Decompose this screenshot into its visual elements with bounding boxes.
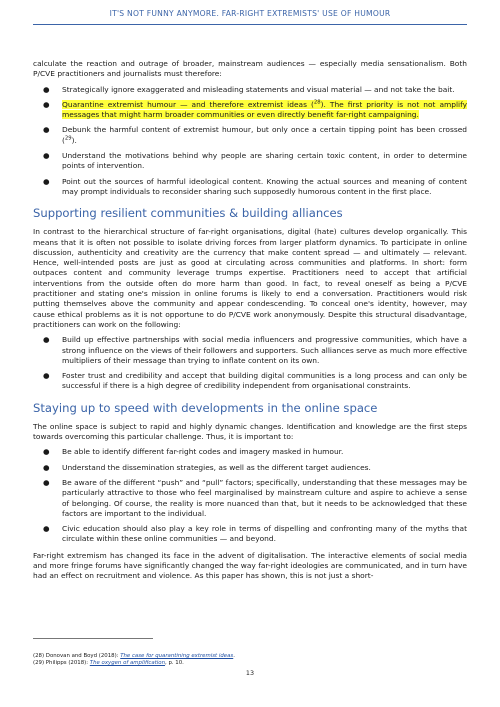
list-item: ● Foster trust and credibility and accept that building digital communities is a long process and can only be successful if there is a high degree of credibility independent from organisational constraints. bbox=[43, 371, 467, 391]
list-item: ● Understand the motivations behind why people are sharing certain toxic content, in order to determine points of intervention. bbox=[43, 151, 467, 171]
header-rule bbox=[33, 24, 467, 25]
section1-bullet-list bbox=[33, 335, 467, 391]
section-heading: Supporting resilient communities & building alliances bbox=[33, 206, 343, 221]
section-paragraph: In contrast to the hierarchical structure of far-right organisations, digital (hate) cultures develop organically. This means that it is often not possible to isolate driving forces from larger platform dynamics. To participate in online discussion, authenticity and creativity are the currency that make content spread — and ultimately — relevant. Hence, well-intended posts are just as good at circulating across communities and platforms. In short: form outpaces content and community leverage trumps expertise. Practitioners need to accept that artificial interventions from the outside often do more harm than good. In fact, to reveal oneself as being a P/CVE practitioner and stating one's mission in online forums is likely to end a conversation. Practitioners would risk putting themselves above the community and appear condescending. To conceal one's identity, however, may cause ethical problems as it is not opportune to do P/CVE work anonymously. Despite this structural disadvantage, practitioners can work on the following: bbox=[33, 227, 467, 329]
bullet-dot: ● bbox=[43, 447, 50, 457]
bullet-dot: ● bbox=[43, 125, 50, 135]
page-body bbox=[33, 59, 467, 587]
section-paragraph: The online space is subject to rapid and highly dynamic changes. Identification and knowledge are the first steps towards overcoming this particular challenge. Thus, it is important to: bbox=[33, 421, 467, 442]
footnote: (29) Philipps (2018): The oxygen of amplification, p. 10. bbox=[33, 660, 184, 667]
section-heading: Staying up to speed with developments in the online space bbox=[33, 400, 378, 415]
bullet-dot: ● bbox=[43, 477, 50, 487]
bullet-dot: ● bbox=[43, 462, 50, 472]
bullet-dot: ● bbox=[43, 151, 50, 161]
footnote-ref[interactable]: 29 bbox=[64, 135, 72, 142]
page-number: 13 bbox=[245, 669, 255, 677]
footnote-link[interactable]: The case for quarantining extremist ideas bbox=[120, 653, 234, 659]
bullet-dot: ● bbox=[43, 371, 50, 381]
list-item: ● Point out the sources of harmful ideological content. Knowing the actual sources and meaning of content may prompt individuals to reconsider sharing such supposedly humorous content in the first place. bbox=[43, 176, 467, 196]
footnote-link[interactable]: The oxygen of amplification bbox=[89, 660, 166, 667]
list-item: ● Build up effective partnerships with social media influencers and progressive communities, which have a strong influence on the views of their followers and supporters. Such alliances serve as much more effective multipliers of their message than trying to inflate content on its own. bbox=[43, 335, 467, 365]
running-header: IT'S NOT FUNNY ANYMORE. FAR-RIGHT EXTREMISTS' USE OF HUMOUR bbox=[109, 9, 391, 18]
footnotes bbox=[33, 653, 467, 668]
bullet-dot: ● bbox=[43, 176, 50, 186]
highlighted-text: Quarantine extremist humour — and therefore extremist ideas ($^{28}$). The first priority is not not amplify messages that might harm broader communities or even directly benefit far-right campaigning. bbox=[62, 99, 467, 120]
list-item: ● Be able to identify different far-right codes and imagery masked in humour. bbox=[43, 447, 344, 457]
bullet-dot: ● bbox=[43, 99, 50, 109]
list-item: ● Debunk the harmful content of extremist humour, but only once a certain tipping point has been crossed ($^{29}$). bbox=[43, 125, 467, 145]
bullet-dot: ● bbox=[43, 335, 50, 345]
footnote: (28) Donovan and Boyd (2018): The case for quarantining extremist ideas. bbox=[33, 653, 235, 659]
list-item-highlighted bbox=[33, 100, 467, 121]
intro-bullet-list bbox=[33, 85, 467, 198]
closing-paragraph: Far-right extremism has changed its face in the advent of digitalisation. The interactive elements of social media and more fringe forums have significantly changed the way far-right ideologies are communicated, and in turn have had an effect on recruitment and violence. As this paper has shown, this is not just a short- bbox=[33, 550, 467, 581]
list-item: ● Be aware of the different “push” and “pull” factors; specifically, understanding that these messages may be particularly attractive to those who feel marginalised by mainstream culture and aspire to achieve a sense of belonging. Of course, the reality is more nuanced than that, but it needs to be acknowledged that these factors are important to the individual. bbox=[43, 477, 467, 518]
list-item: ● Civic education should also play a key role in terms of dispelling and confronting many of the myths that circulate within these online communities — and beyond. bbox=[43, 524, 467, 544]
bullet-dot: ● bbox=[43, 524, 50, 534]
list-item: ● Strategically ignore exaggerated and misleading statements and visual material — and not take the bait. bbox=[43, 84, 455, 94]
section2-bullet-list bbox=[33, 447, 467, 544]
footnote-rule bbox=[33, 638, 153, 639]
footnote-ref[interactable]: 28 bbox=[313, 99, 321, 106]
intro-paragraph: calculate the reaction and outrage of broader, mainstream audiences — especially media sensationalism. Both P/CVE practitioners and journalists must therefore: bbox=[33, 59, 467, 79]
bullet-dot: ● bbox=[43, 84, 50, 94]
list-item: ● Understand the dissemination strategies, as well as the different target audiences. bbox=[43, 462, 371, 472]
